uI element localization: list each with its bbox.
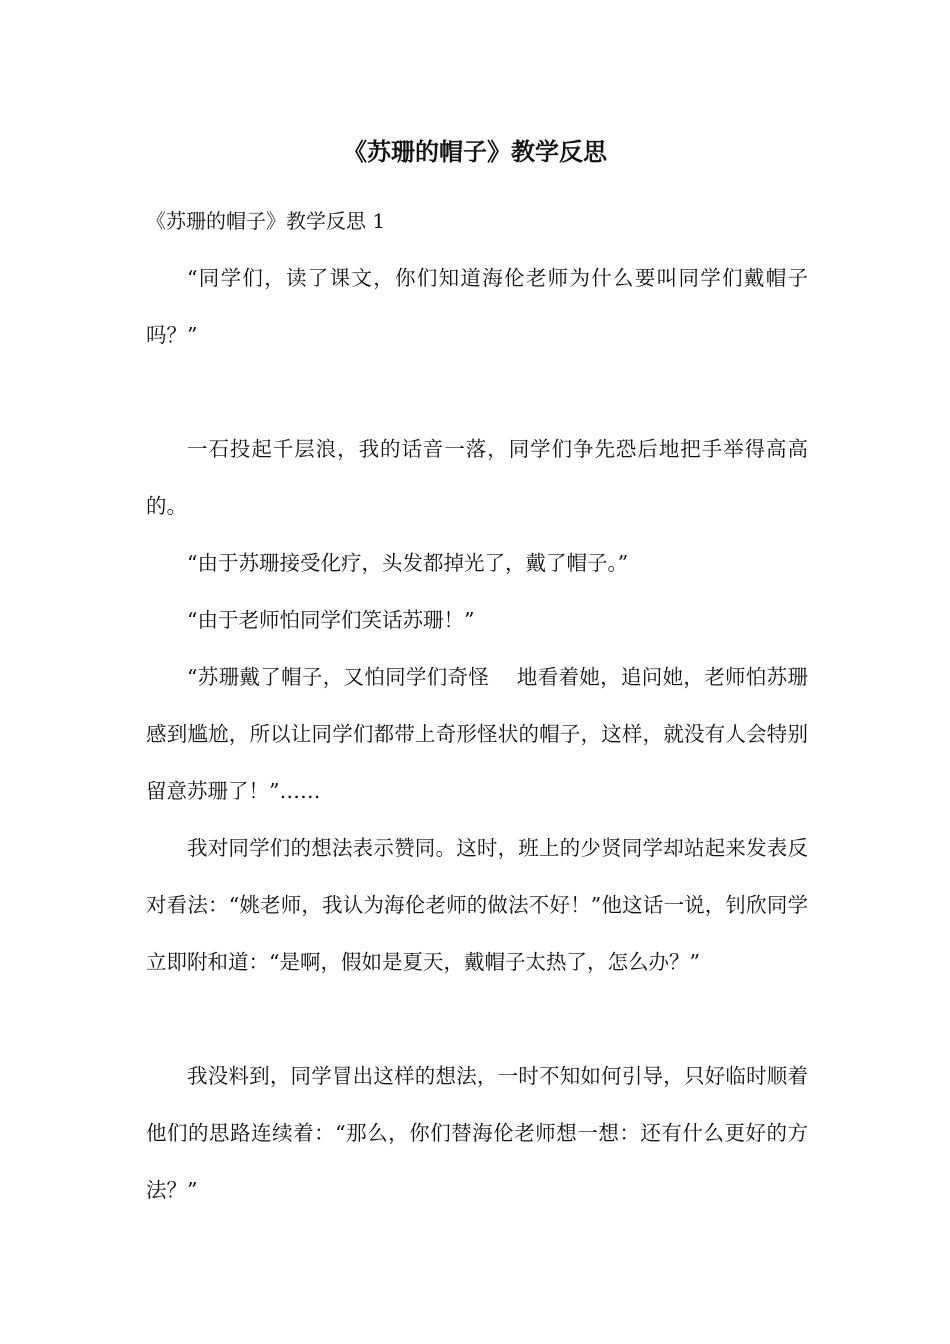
paragraph-5: “苏珊戴了帽子，又怕同学们奇怪 地看着她，追问她，老师怕苏珊感到尴尬，所以让同学们都带上奇形怪状的帽子，这样，就没有人会特别留意苏珊了！”……	[146, 665, 808, 803]
paragraph-6: 我对同学们的想法表示赞同。这时，班上的少贤同学却站起来发表反对看法：“姚老师，我认为海伦老师的做法不好！”他这话一说，钊欣同学立即附和道：“是啊，假如是夏天，戴帽子太热了，怎么办？”	[146, 836, 808, 974]
paragraph-3: “由于苏珊接受化疗，头发都掉光了，戴了帽子。”	[187, 551, 629, 575]
paragraph-4: “由于老师怕同学们笑话苏珊！”	[187, 608, 475, 632]
paragraph-2: 一石投起千层浪，我的话音一落，同学们争先恐后地把手举得高高的。	[146, 437, 808, 518]
paragraph-1: “同学们，读了课文，你们知道海伦老师为什么要叫同学们戴帽子吗？”	[146, 266, 808, 347]
document-title: 《苏珊的帽子》教学反思	[343, 137, 607, 166]
paragraph-7: 我没料到，同学冒出这样的想法，一时不知如何引导，只好临时顺着他们的思路连续着：“那么，你们替海伦老师想一想：还有什么更好的方法？”	[146, 1064, 808, 1202]
section-heading: 《苏珊的帽子》教学反思 1	[146, 209, 386, 233]
